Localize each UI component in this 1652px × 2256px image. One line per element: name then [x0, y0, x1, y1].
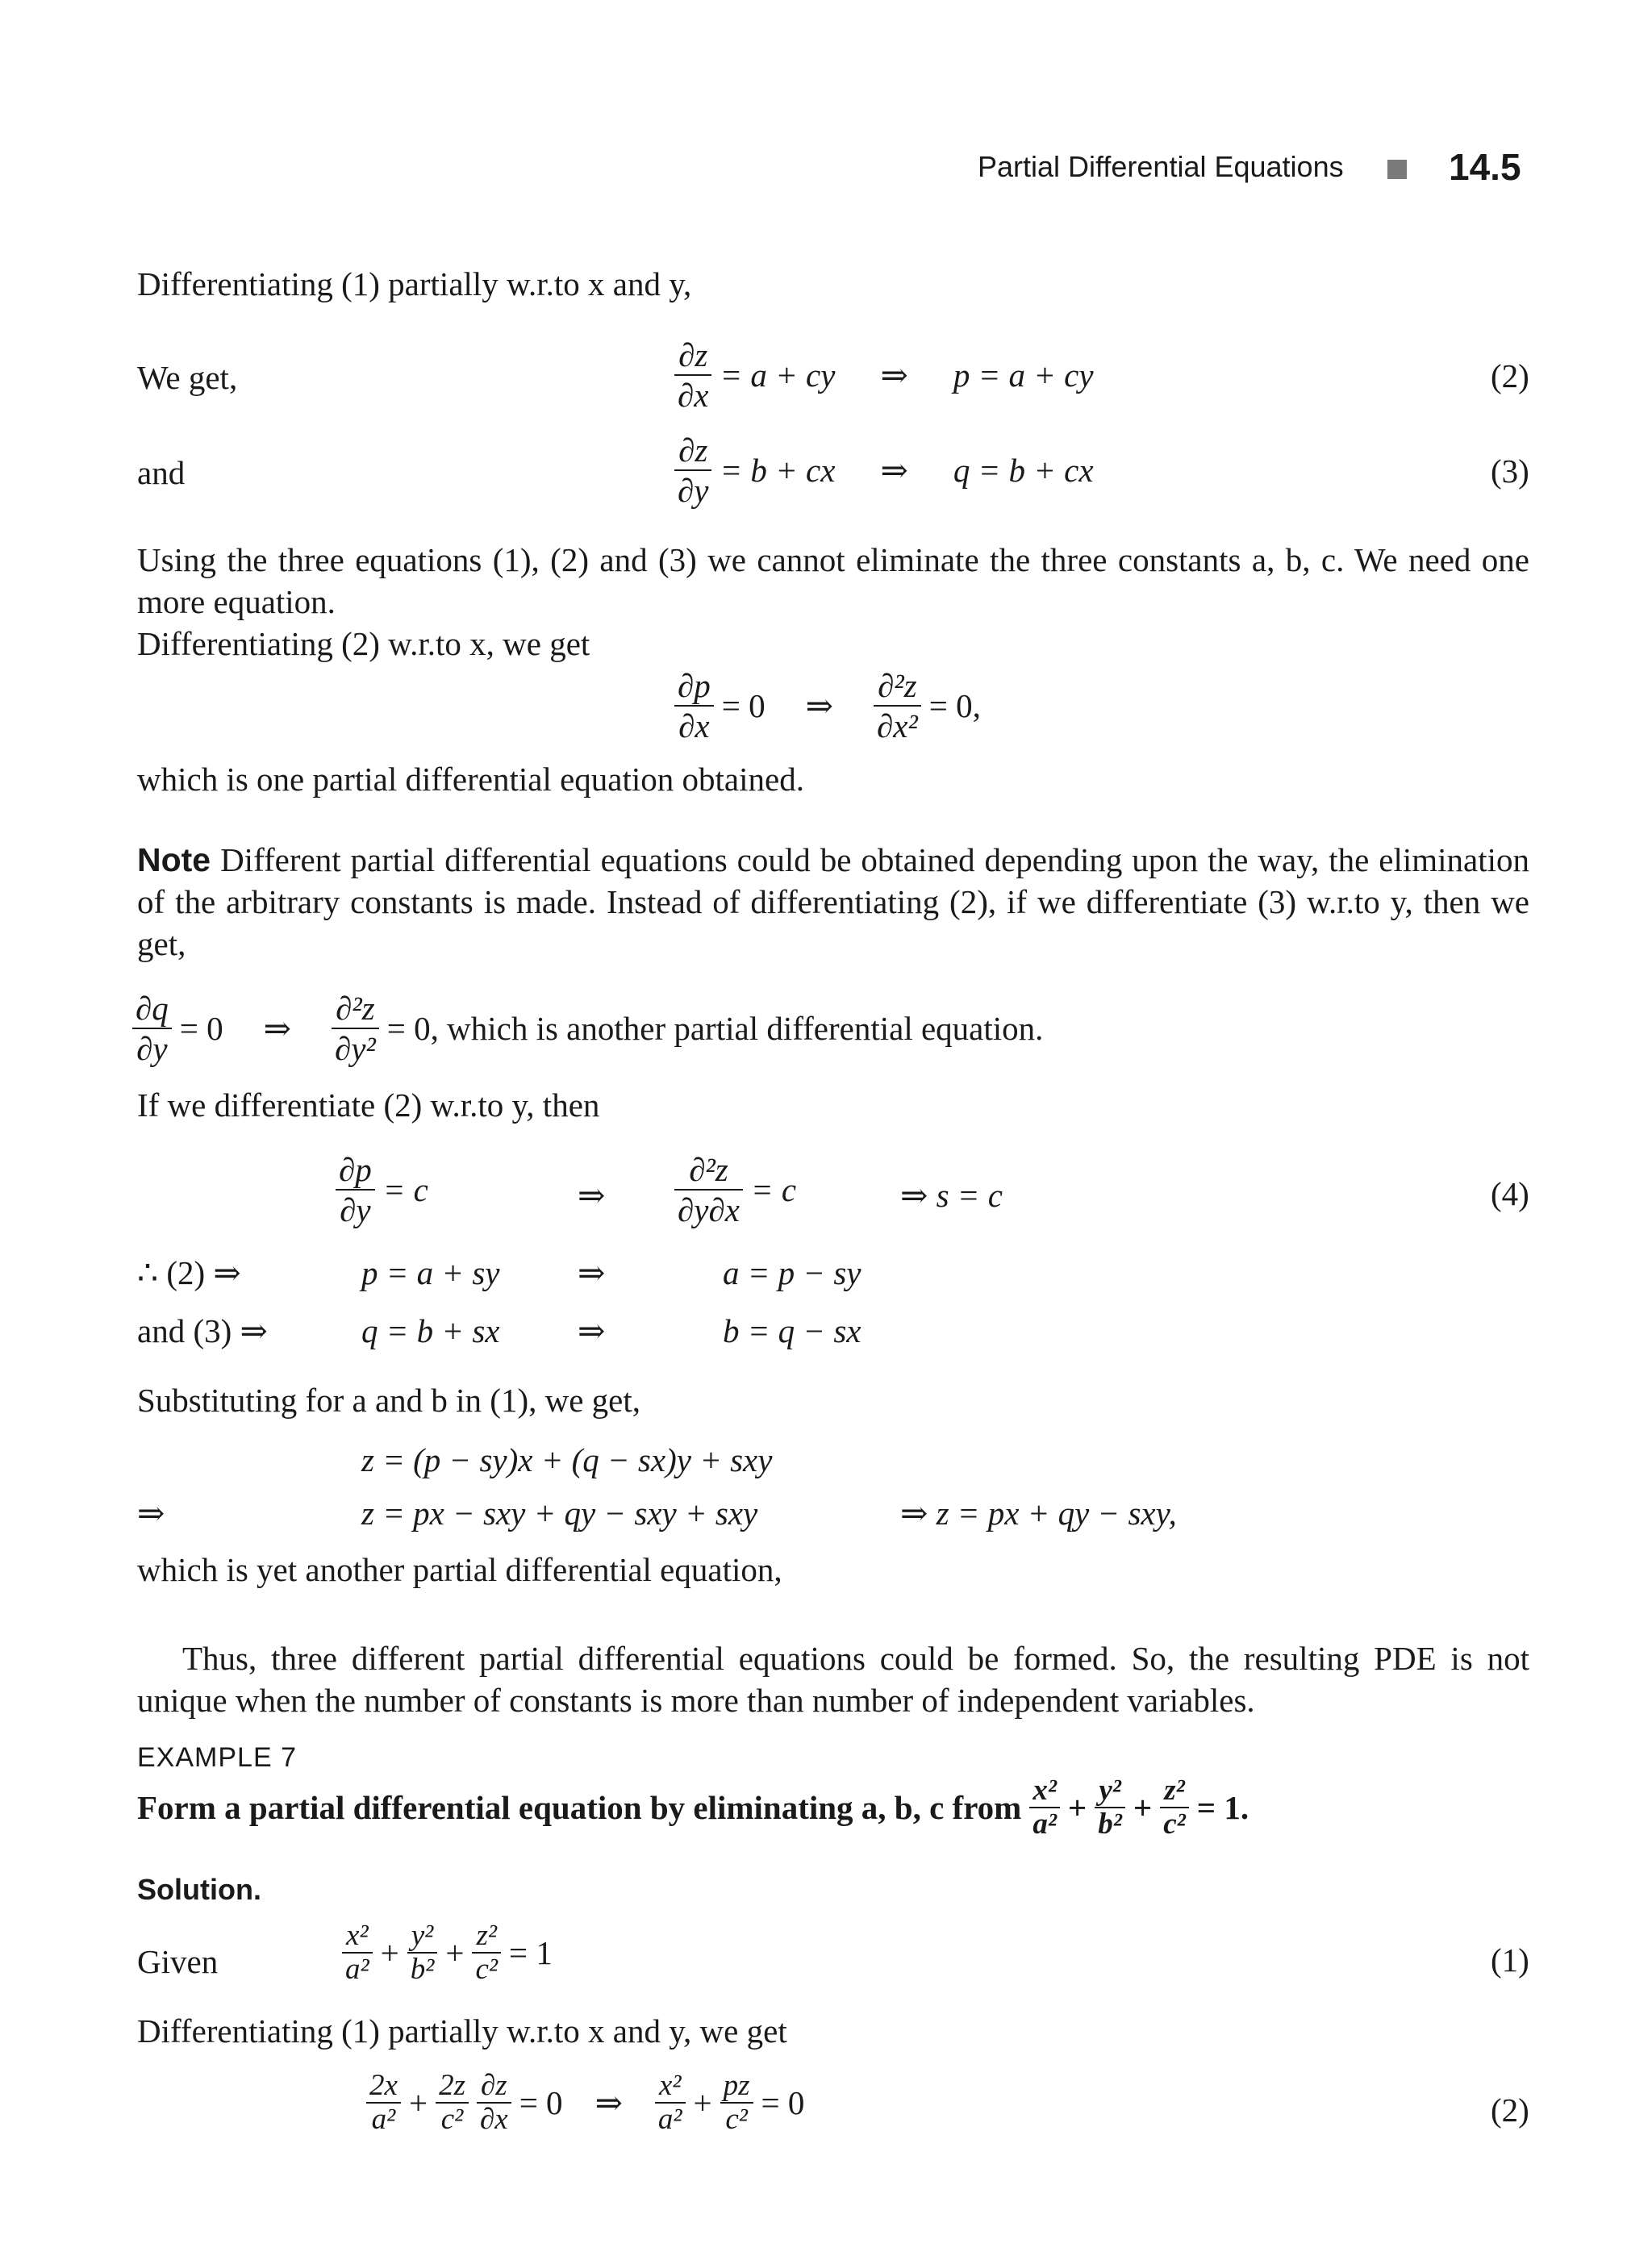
header-square-icon: [1387, 160, 1407, 179]
implies-arrow: ⇒: [594, 2084, 623, 2121]
eq2-derivative: $\frac{\partial z}{\partial x}$: [674, 336, 711, 415]
given-equation: $\frac{\text{x²}}{\text{a²}}$ + $\frac{\text{y²}}{\text{b²}}$ + $\frac{\text{z²}}{\text{c²}}$ = 1: [342, 1920, 553, 1986]
implies-arrow: ⇒: [805, 687, 833, 724]
implies-arrow: ⇒: [880, 452, 908, 489]
note-label: Note: [137, 841, 211, 878]
substitution-result: ⇒ z = px + qy − sxy,: [900, 1495, 1177, 1532]
paragraph-1: Differentiating (1) partially w.r.to x and y,: [137, 265, 692, 302]
row2-expr: q = b + sx: [361, 1312, 500, 1349]
paragraph-2: Using the three equations (1), (2) and (3) we cannot eliminate the three constants a, b, c. We need one more equation.: [137, 541, 1529, 620]
row1-lead: ∴ (2) ⇒: [137, 1254, 241, 1291]
paragraph-5: If we differentiate (2) w.r.to y, then: [137, 1086, 600, 1124]
eq3-lead: and: [137, 454, 186, 491]
paragraph-7: which is yet another partial differential equation,: [137, 1551, 782, 1588]
equation-3: $\frac{\partial z}{\partial y}$ = b + cx ⇒ q = b + cx: [674, 431, 1094, 510]
eq4-number: (4): [1491, 1175, 1529, 1212]
equation-2: $\frac{\partial z}{\partial x}$ = a + cy ⇒ p = a + cy: [674, 336, 1094, 415]
implies-arrow: ⇒: [880, 357, 908, 394]
implies-arrow: ⇒: [578, 1177, 606, 1214]
page-number: 14.5: [1449, 146, 1521, 188]
solution-label: Solution.: [137, 1873, 261, 1906]
given-eq-number: (1): [1491, 1941, 1529, 1979]
equation-h: $\frac{2x}{\text{a²}}$ + $\frac{2z}{\text{c²}}$ $\frac{\partial z}{\partial x}$ = 0 ⇒ $\frac{\text{x²}}{\text{a²}}$ + $\frac{pz}{\text{c²}}$ = 0: [366, 2070, 804, 2136]
row2-lead: and (3) ⇒: [137, 1312, 268, 1349]
row1-expr: p = a + sy: [361, 1254, 500, 1291]
equation-4-left: $\frac{\partial p}{\partial y}$ = c: [336, 1150, 428, 1229]
row2-result: b = q − sx: [723, 1312, 861, 1349]
eq2-number: (2): [1491, 357, 1529, 394]
note-paragraph: Note Different partial differential equations could be obtained depending upon the way, the elimination of the arbitrary constants is made. Instead of differentiating (2), if we differentiate (3) w.r.to y, then we get,: [137, 841, 1529, 962]
paragraph-9: Differentiating (1) partially w.r.to x and y, we get: [137, 2012, 787, 2050]
implies-arrow: ⇒: [578, 1254, 606, 1291]
substitution-line-2: z = px − sxy + qy − sxy + sxy: [361, 1495, 758, 1532]
paragraph-6: Substituting for a and b in (1), we get,: [137, 1382, 641, 1419]
eq2-lead: We get,: [137, 359, 238, 396]
example-label: EXAMPLE 7: [137, 1742, 297, 1773]
eqH-number: (2): [1491, 2091, 1529, 2129]
example-statement: Form a partial differential equation by eliminating a, b, c from $\frac{\text{x²}}{\text{a²}}$ + $\frac{\text{y²}}{\text{b²}}$ + $\frac{\text{z²}}{\text{c²}}$ = 1.: [137, 1774, 1249, 1841]
implies-arrow: ⇒: [578, 1312, 606, 1349]
substitution-line-1: z = (p − sy)x + (q − sx)y + sxy: [361, 1441, 773, 1478]
implies-arrow: ⇒: [263, 1010, 291, 1047]
equation-4-mid: $\frac{\text{∂²z}}{\partial y\partial x}$ = c: [674, 1150, 796, 1229]
equation-dpdx: $\frac{\partial p}{\partial x}$ = 0 ⇒ $\frac{\text{∂²z}}{\text{∂x²}}$ = 0,: [674, 666, 981, 745]
eq3-number: (3): [1491, 452, 1529, 490]
implies-arrow: ⇒: [137, 1495, 165, 1532]
paragraph-8: Thus, three different partial differential equations could be formed. So, the resulting PDE is not unique when the number of constants is more than number of independent variables.: [137, 1640, 1529, 1719]
paragraph-4: which is one partial differential equation obtained.: [137, 761, 804, 798]
eq3-derivative: $\frac{\partial z}{\partial y}$: [674, 431, 711, 510]
equation-dqdy: $\frac{\partial q}{\partial y}$ = 0 ⇒ $\frac{\text{∂²z}}{\text{∂y²}}$ = 0, which is another partial differential equation.: [132, 989, 1043, 1068]
row1-result: a = p − sy: [723, 1254, 861, 1291]
given-lead: Given: [137, 1943, 219, 1980]
running-header-title: Partial Differential Equations: [978, 150, 1344, 183]
equation-4-result: ⇒ s = c: [900, 1177, 1003, 1214]
paragraph-3: Differentiating (2) w.r.to x, we get: [137, 625, 590, 662]
